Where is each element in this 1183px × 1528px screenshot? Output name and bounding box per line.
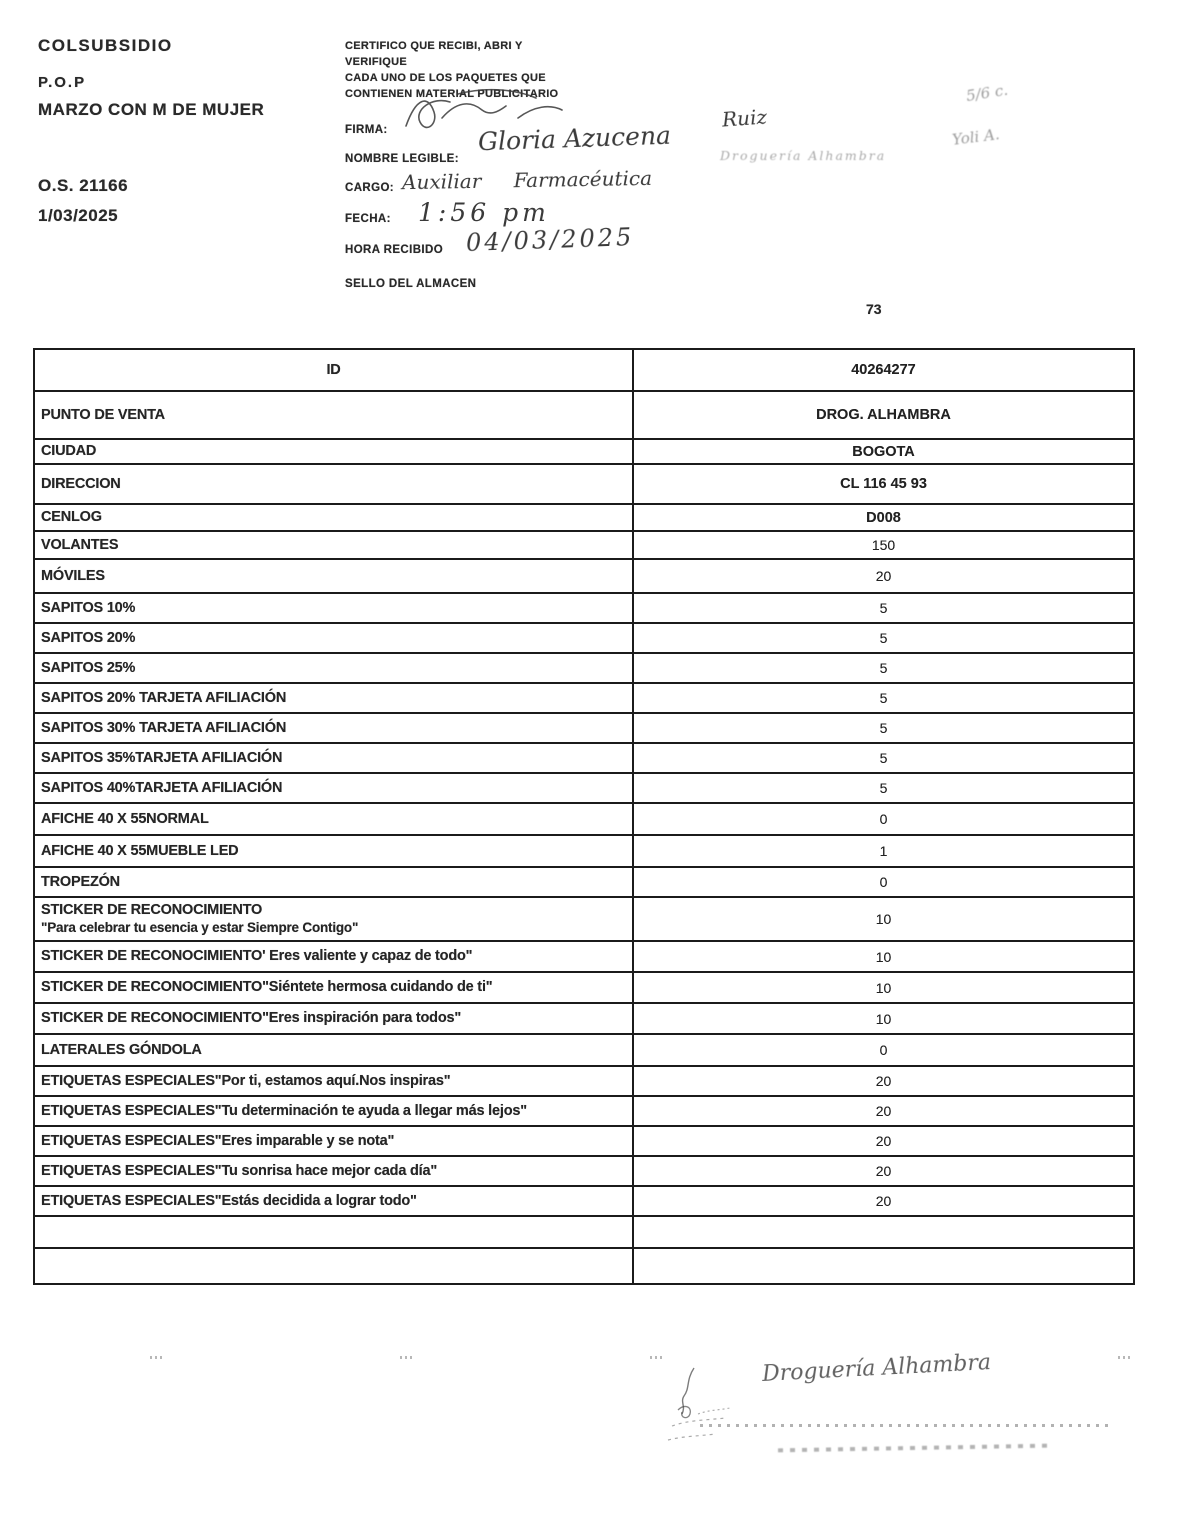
table-row	[35, 1185, 1133, 1215]
scan-speck	[1118, 1356, 1132, 1359]
table-row	[35, 350, 1133, 390]
table-cell-label: SAPITOS 35%TARJETA AFILIACIÓN	[35, 744, 634, 772]
table-cell-label: SAPITOS 20%	[35, 624, 634, 652]
table-cell-value: 5	[879, 780, 888, 796]
table-row	[35, 503, 1133, 530]
hora-recibido-label: HORA RECIBIDO	[345, 244, 444, 256]
table-row	[35, 1215, 1133, 1247]
scan-speck	[650, 1356, 664, 1359]
cert-line: CONTIENEN MATERIAL PUBLICITARIO	[345, 88, 559, 100]
nombre-handwritten-apellido: Ruiz	[721, 104, 768, 132]
table-row	[35, 834, 1133, 866]
stamp-dotted-line	[700, 1424, 1110, 1427]
table-cell-label: ETIQUETAS ESPECIALES"Tu determinación te ayuda a llegar más lejos"	[35, 1097, 634, 1125]
table-cell-value: 5	[879, 720, 888, 736]
firma-label: FIRMA:	[345, 124, 388, 136]
pop-material-table	[33, 348, 1135, 1285]
table-cell-label: PUNTO DE VENTA	[35, 392, 634, 438]
stamp-faint-text-line	[778, 1444, 1048, 1453]
cargo-label: CARGO:	[345, 182, 395, 194]
table-cell-label: ETIQUETAS ESPECIALES"Tu sonrisa hace mejor cada día"	[35, 1157, 634, 1185]
page-number: 73	[866, 301, 882, 317]
table-cell-value: 20	[875, 568, 892, 584]
table-row	[35, 1033, 1133, 1065]
table-row	[35, 682, 1133, 712]
table-row	[35, 940, 1133, 971]
table-row	[35, 558, 1133, 592]
cert-line: CADA UNO DE LOS PAQUETES QUE	[345, 72, 546, 84]
cargo-handwritten: Auxiliar Farmacéutica	[401, 165, 653, 195]
table-cell-value: 10	[875, 948, 892, 965]
table-row	[35, 390, 1133, 438]
scan-speck	[150, 1356, 164, 1359]
receiver-scribble-icon	[664, 1362, 764, 1452]
table-row	[35, 1247, 1133, 1283]
table-cell-label: ID	[35, 350, 634, 390]
table-cell-label: CENLOG	[35, 505, 634, 530]
table-row	[35, 971, 1133, 1002]
table-cell-value	[634, 1217, 1133, 1247]
brand-block	[38, 36, 264, 120]
table-cell-value: 20	[875, 1133, 892, 1149]
table-cell-value: 10	[875, 911, 892, 927]
table-cell-label: AFICHE 40 X 55MUEBLE LED	[35, 836, 634, 866]
table-cell-value: 10	[875, 979, 892, 996]
table-cell-value: 5	[879, 750, 888, 766]
table-row	[35, 530, 1133, 558]
table-cell-label: STICKER DE RECONOCIMIENTO' Eres valiente y capaz de todo"	[35, 942, 634, 971]
order-number: O.S. 21166	[38, 176, 129, 195]
pharmacy-name-handwritten: Droguería Alhambra	[761, 1350, 992, 1387]
table-cell-label: ETIQUETAS ESPECIALES"Estás decidida a lograr todo"	[35, 1187, 634, 1215]
table-cell-value: 5	[879, 600, 888, 616]
table-cell-label: SAPITOS 40%TARJETA AFILIACIÓN	[35, 774, 634, 802]
table-cell-label: ETIQUETAS ESPECIALES"Por ti, estamos aquí.Nos inspiras"	[35, 1067, 634, 1095]
table-cell-value: 5	[879, 630, 888, 646]
table-cell-value: 20	[875, 1073, 892, 1089]
table-cell-value: D008	[866, 509, 901, 526]
table-cell-label: STICKER DE RECONOCIMIENTO"Eres inspiración para todos"	[35, 1004, 634, 1033]
nombre-handwritten: Gloria Azucena	[477, 120, 672, 157]
table-row	[35, 438, 1133, 463]
table-cell-label: SAPITOS 20% TARJETA AFILIACIÓN	[35, 684, 634, 712]
table-row	[35, 592, 1133, 622]
order-date: 1/03/2025	[38, 206, 119, 225]
table-cell-label: TROPEZÓN	[35, 868, 634, 896]
table-cell-value: 150	[871, 537, 896, 553]
pencil-note-1: 5/6 c.	[964, 80, 1010, 106]
scan-speck	[400, 1356, 414, 1359]
table-cell-label: STICKER DE RECONOCIMIENTO"Siéntete hermosa cuidando de ti"	[35, 973, 634, 1002]
hora-recibido-handwritten: 04/03/2025	[465, 223, 635, 257]
table-cell-label: SAPITOS 10%	[35, 594, 634, 622]
table-row	[35, 463, 1133, 503]
table-cell-value: 10	[875, 1010, 892, 1027]
table-cell-label: CIUDAD	[35, 440, 634, 463]
table-row	[35, 1002, 1133, 1033]
sello-almacen-label: SELLO DEL ALMACEN	[345, 278, 477, 290]
table-row	[35, 1095, 1133, 1125]
table-cell-label	[35, 1217, 634, 1247]
table-row	[35, 1155, 1133, 1185]
brand-pop: P.O.P	[38, 74, 87, 91]
campaign-title: MARZO CON M DE MUJER	[38, 100, 265, 119]
order-block	[38, 176, 128, 226]
table-cell-value: 5	[879, 660, 888, 676]
table-cell-label: MÓVILES	[35, 560, 634, 592]
table-cell-label: AFICHE 40 X 55NORMAL	[35, 804, 634, 834]
table-cell-value: BOGOTA	[852, 443, 915, 460]
table-cell-value: 40264277	[851, 362, 916, 378]
table-cell-value: 0	[879, 811, 888, 827]
table-cell-value: 0	[879, 1042, 888, 1058]
table-row	[35, 652, 1133, 682]
table-cell-value: CL 116 45 93	[840, 476, 927, 492]
brand-name: COLSUBSIDIO	[38, 36, 173, 55]
table-cell-label: ETIQUETAS ESPECIALES"Eres imparable y se nota"	[35, 1127, 634, 1155]
table-cell-label: SAPITOS 30% TARJETA AFILIACIÓN	[35, 714, 634, 742]
table-row	[35, 622, 1133, 652]
table-row	[35, 712, 1133, 742]
table-cell-value: 20	[875, 1163, 892, 1179]
table-row	[35, 896, 1133, 940]
table-cell-label: SAPITOS 25%	[35, 654, 634, 682]
cert-line: CERTIFICO QUE RECIBI, ABRI Y	[345, 40, 523, 52]
pencil-note-2: Yoli A.	[951, 125, 1001, 149]
table-cell-label: LATERALES GÓNDOLA	[35, 1035, 634, 1065]
table-cell-value: 20	[875, 1193, 892, 1209]
table-cell-value	[634, 1249, 1133, 1283]
table-cell-value: DROG. ALHAMBRA	[816, 407, 951, 423]
table-cell-value: 1	[879, 843, 888, 859]
table-row	[35, 866, 1133, 896]
table-row	[35, 772, 1133, 802]
table-row	[35, 802, 1133, 834]
table-cell-value: 5	[879, 690, 888, 706]
table-cell-label: VOLANTES	[35, 532, 634, 558]
pharmacy-stamp-faint: Droguería Alhambra	[720, 148, 887, 163]
table-cell-label: STICKER DE RECONOCIMIENTO "Para celebrar tu esencia y estar Siempre Contigo"	[35, 898, 634, 940]
table-cell-value: 0	[879, 874, 888, 890]
table-row	[35, 742, 1133, 772]
nombre-label: NOMBRE LEGIBLE:	[345, 153, 459, 165]
table-cell-label: DIRECCION	[35, 465, 634, 503]
fecha-label: FECHA:	[345, 213, 391, 225]
table-cell-label	[35, 1249, 634, 1283]
fecha-handwritten: 1:56 pm	[418, 198, 550, 227]
cert-line: VERIFIQUE	[345, 56, 407, 68]
table-cell-value: 20	[875, 1103, 892, 1119]
table-row	[35, 1125, 1133, 1155]
table-row	[35, 1065, 1133, 1095]
